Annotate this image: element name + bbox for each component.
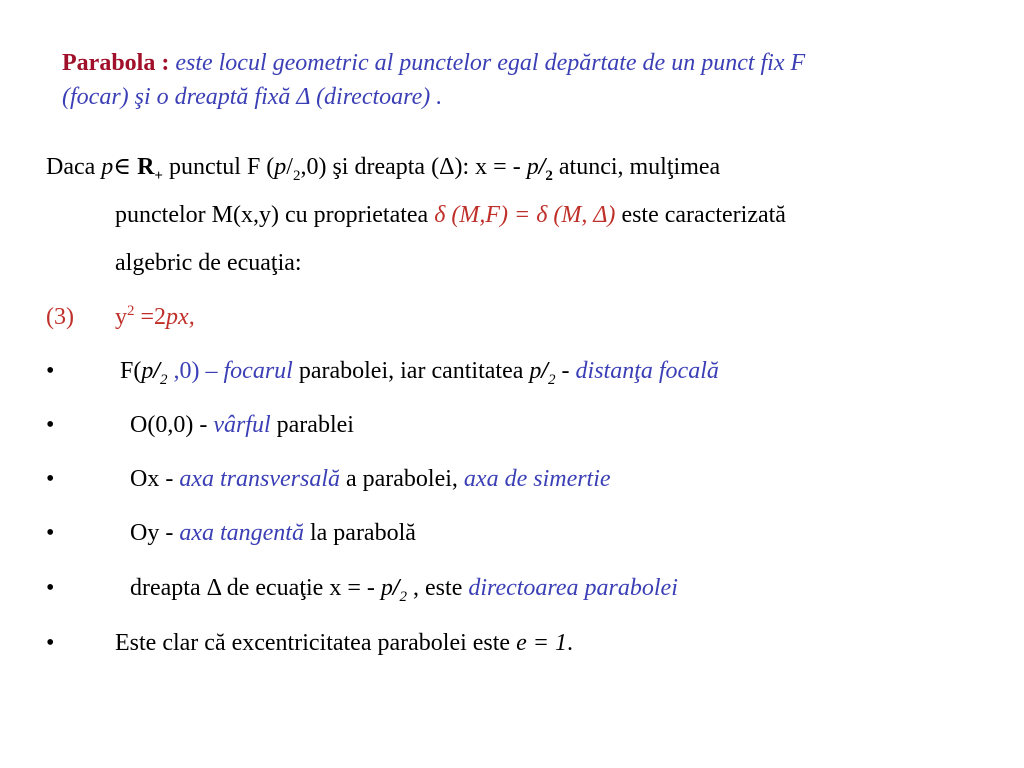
term-vertex: vârful bbox=[213, 412, 271, 438]
term-tangent-axis: axa tangentă bbox=[179, 520, 304, 546]
slide-title bbox=[62, 46, 962, 114]
intro-line-2 bbox=[115, 200, 786, 230]
intro-line-1 bbox=[46, 152, 720, 182]
equation-number bbox=[46, 302, 74, 332]
fraction-denominator: 2 bbox=[545, 167, 553, 184]
algebraic-equation-text: algebric de ecuaţia: bbox=[115, 250, 302, 276]
focus-point-label: F( bbox=[120, 358, 142, 384]
equation-equals: =2 bbox=[140, 304, 167, 330]
period: . bbox=[566, 630, 573, 656]
dash: - bbox=[561, 358, 570, 384]
focus-coords-end: ,0) – bbox=[173, 358, 218, 384]
element-of-symbol: ∈ bbox=[113, 154, 132, 180]
eccentricity-value: e = 1 bbox=[516, 630, 567, 656]
equation-label: (3) bbox=[46, 304, 74, 330]
oy-label: Oy - bbox=[130, 520, 174, 546]
distance-property: δ (M,F) = δ (M, Δ) bbox=[434, 202, 616, 228]
bullet-directrix bbox=[130, 573, 678, 603]
eccentricity-text: Este clar că excentricitatea parabolei este bbox=[115, 630, 511, 656]
bullet-symbol: • bbox=[46, 412, 55, 438]
intro-text-directrix: ,0) şi dreapta (Δ): x = - bbox=[300, 154, 521, 180]
ox-description: a parabolei, bbox=[345, 466, 458, 492]
term-transverse-axis: axa transversală bbox=[179, 466, 340, 492]
equation-y: y bbox=[115, 304, 127, 330]
fraction-slash: / bbox=[392, 575, 400, 601]
fraction-denominator: 2 bbox=[292, 167, 301, 184]
intro-text-set: atunci, mulţimea bbox=[558, 154, 721, 180]
param-p: p bbox=[141, 358, 154, 384]
directrix-is-text: , este bbox=[413, 575, 463, 601]
bullet-symbol: • bbox=[46, 630, 55, 656]
param-p: p bbox=[380, 575, 393, 601]
bullet-symbol: • bbox=[46, 520, 55, 546]
fraction-slash: / bbox=[153, 358, 161, 384]
intro-text-focus: punctul F ( bbox=[168, 154, 275, 180]
bullet-symbol: • bbox=[46, 358, 55, 384]
param-p: p bbox=[526, 154, 539, 180]
term-focal-distance: distanţa focală bbox=[575, 358, 719, 384]
focus-description: parabolei, iar cantitatea bbox=[298, 358, 524, 384]
term-focus: focarul bbox=[223, 358, 293, 384]
bullet-eccentricity bbox=[115, 628, 573, 658]
ox-label: Ox - bbox=[130, 466, 174, 492]
param-p: p bbox=[529, 358, 542, 384]
param-p: p bbox=[101, 154, 114, 180]
term-symmetry-axis: axa de simertie bbox=[463, 466, 611, 492]
vertex-description: parablei bbox=[276, 412, 354, 438]
param-p: p bbox=[274, 154, 287, 180]
fraction-denominator: 2 bbox=[548, 371, 556, 388]
fraction-denominator: 2 bbox=[160, 371, 168, 388]
fraction-slash: / bbox=[286, 154, 293, 180]
characterized-text: este caracterizată bbox=[621, 202, 786, 228]
title-definition-line2: (focar) şi o dreaptă fixă Δ (directoare) . bbox=[62, 84, 443, 110]
bullet-ox-axis bbox=[130, 464, 611, 494]
intro-line-3 bbox=[115, 248, 302, 278]
points-property-text: punctelor M(x,y) cu proprietatea bbox=[115, 202, 429, 228]
bullet-focus bbox=[120, 356, 719, 386]
fraction-slash: / bbox=[538, 154, 546, 180]
bullet-symbol: • bbox=[46, 466, 55, 492]
real-numbers-symbol: R bbox=[137, 154, 155, 180]
bullet-oy-axis bbox=[130, 518, 416, 548]
bullet-vertex bbox=[130, 410, 354, 440]
parabola-equation bbox=[115, 302, 195, 332]
fraction-slash: / bbox=[541, 358, 549, 384]
real-positive-subscript: + bbox=[154, 167, 163, 184]
vertex-point-label: O(0,0) - bbox=[130, 412, 208, 438]
term-directrix: directoarea parabolei bbox=[468, 575, 678, 601]
equation-exponent: 2 bbox=[127, 303, 135, 319]
bullet-symbol: • bbox=[46, 575, 55, 601]
fraction-denominator: 2 bbox=[399, 588, 408, 605]
title-definition-line1: este locul geometric al punctelor egal depărtate de un punct fix F bbox=[175, 50, 806, 76]
equation-px: px, bbox=[166, 304, 195, 330]
intro-text: Daca bbox=[46, 154, 96, 180]
directrix-equation-text: dreapta Δ de ecuaţie x = - bbox=[130, 575, 375, 601]
oy-description: la parabolă bbox=[309, 520, 416, 546]
title-label: Parabola : bbox=[62, 50, 170, 76]
